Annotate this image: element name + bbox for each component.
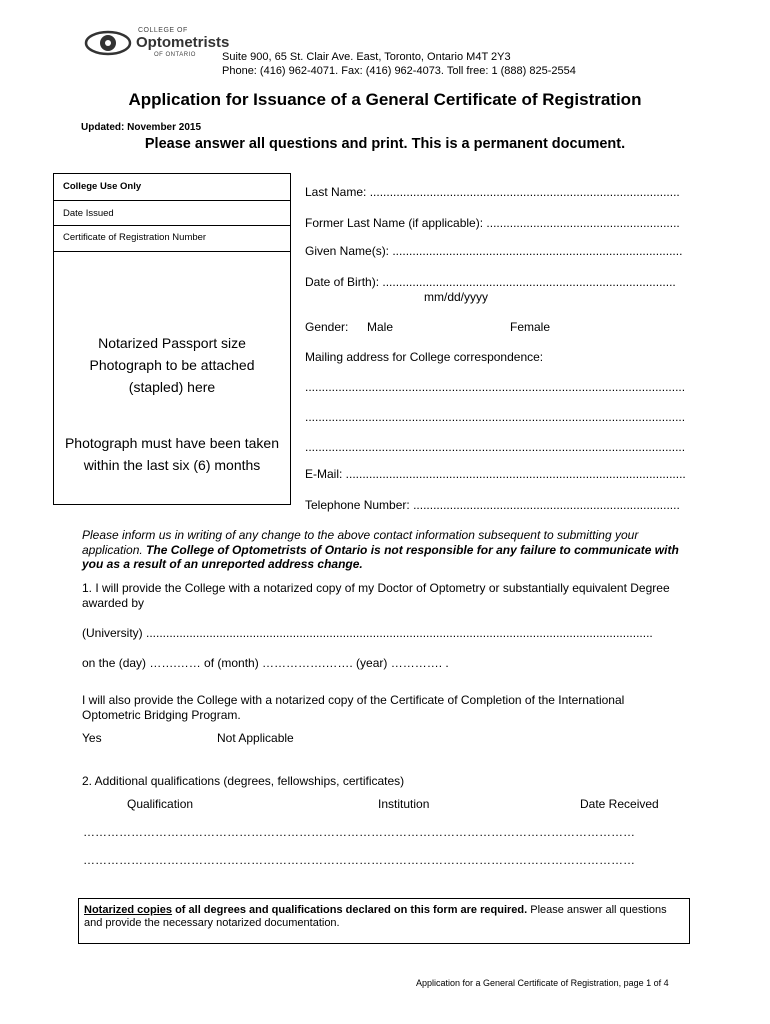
mailing-address-line-1[interactable]: .................................................................................................................. <box>305 380 686 394</box>
qualification-column-header: Qualification <box>127 797 194 811</box>
date-issued-field[interactable]: Date Issued <box>54 201 290 226</box>
page-footer: Application for a General Certificate of Registration, page 1 of 4 <box>416 978 669 988</box>
notarized-copies-notice <box>78 898 690 944</box>
photo-instruction-1: Notarized Passport size <box>98 335 246 351</box>
address-change-notice <box>82 528 692 572</box>
former-last-name-field[interactable]: Former Last Name (if applicable): .......................................................... <box>305 216 680 230</box>
college-logo <box>84 24 230 64</box>
gender-male-option[interactable]: Male <box>367 320 394 334</box>
mailing-address-line-2[interactable]: .................................................................................................................. <box>305 410 686 424</box>
address-line-1: Suite 900, 65 St. Clair Ave. East, Toronto, Ontario M4T 2Y3 <box>222 51 511 63</box>
institution-column-header: Institution <box>378 797 430 811</box>
gender-label: Gender: <box>305 320 349 334</box>
notice-normal: Please answer all questions and provide the necessary notarized documentation. <box>84 904 667 929</box>
qualification-line-1[interactable]: ………………………………………………………………………………………………………………………… <box>83 825 635 839</box>
degree-date-field[interactable]: on the (day) …….…… of (month) …………….……. (year) …………. . <box>82 656 449 670</box>
logo-line-2: Optometrists <box>136 34 230 51</box>
photo-instruction-2: Photograph to be attached <box>89 357 255 373</box>
college-use-box <box>53 173 291 505</box>
address-change-notice-text: Please inform us in writing of any change to the above contact information subsequent to submitting your application. <box>82 528 639 557</box>
email-field[interactable]: E-Mail: ...................................................................................................... <box>305 467 686 481</box>
gender-female-option[interactable]: Female <box>510 320 551 334</box>
logo-line-1: COLLEGE OF <box>138 27 188 34</box>
last-name-field[interactable]: Last Name: ............................................................................................. <box>305 185 680 199</box>
updated-date: Updated: November 2015 <box>81 122 202 133</box>
photo-instruction-4: Photograph must have been taken <box>64 435 280 451</box>
bridging-not-applicable-option[interactable]: Not Applicable <box>217 731 294 745</box>
dob-field[interactable]: Date of Birth): ........................................................................................ <box>305 275 676 289</box>
address-change-notice-bold: The College of Optometrists of Ontario is not responsible for any failure to communicate with you as a result of an unreported address change. <box>82 542 679 571</box>
qualification-line-2[interactable]: ………………………………………………………………………………………………………………………… <box>83 853 635 867</box>
university-field[interactable]: (University) ........................................................................................................................................................ <box>82 626 653 640</box>
form-subtitle: Please answer all questions and print. This is a permanent document. <box>144 136 626 152</box>
mailing-address-line-3[interactable]: .................................................................................................................. <box>305 440 686 454</box>
bridging-yes-option[interactable]: Yes <box>82 731 102 745</box>
form-title: Application for Issuance of a General Certificate of Registration <box>128 90 642 109</box>
notice-bold: of all degrees and qualifications declared on this form are required. <box>172 904 528 916</box>
logo-line-3: OF ONTARIO <box>154 52 196 58</box>
notice-underlined: Notarized copies <box>84 904 173 916</box>
address-block <box>222 50 576 78</box>
dob-format-hint: mm/dd/yyyy <box>424 290 489 304</box>
date-received-column-header: Date Received <box>580 797 659 811</box>
question-2-text: 2. Additional qualifications (degrees, fellowships, certificates) <box>82 774 405 788</box>
question-1-text: 1. I will provide the College with a notarized copy of my Doctor of Optometry or substantially equivalent Degree awarded by <box>82 581 670 610</box>
photo-instruction-3: (stapled) here <box>128 379 216 395</box>
college-use-heading: College Use Only <box>54 174 290 201</box>
cert-number-field[interactable]: Certificate of Registration Number <box>54 226 290 252</box>
given-names-field[interactable]: Given Name(s): ....................................................................................... <box>305 244 683 258</box>
address-line-2: Phone: (416) 962-4071. Fax: (416) 962-4073. Toll free: 1 (888) 825-2554 <box>222 65 576 77</box>
mailing-address-label: Mailing address for College correspondence: <box>305 350 544 364</box>
photo-instruction-5: within the last six (6) months <box>83 457 261 473</box>
telephone-field[interactable]: Telephone Number: ................................................................................ <box>305 498 680 512</box>
bridging-program-text: I will also provide the College with a notarized copy of the Certificate of Completion of the International Optometric Bridging Program. <box>82 693 625 722</box>
